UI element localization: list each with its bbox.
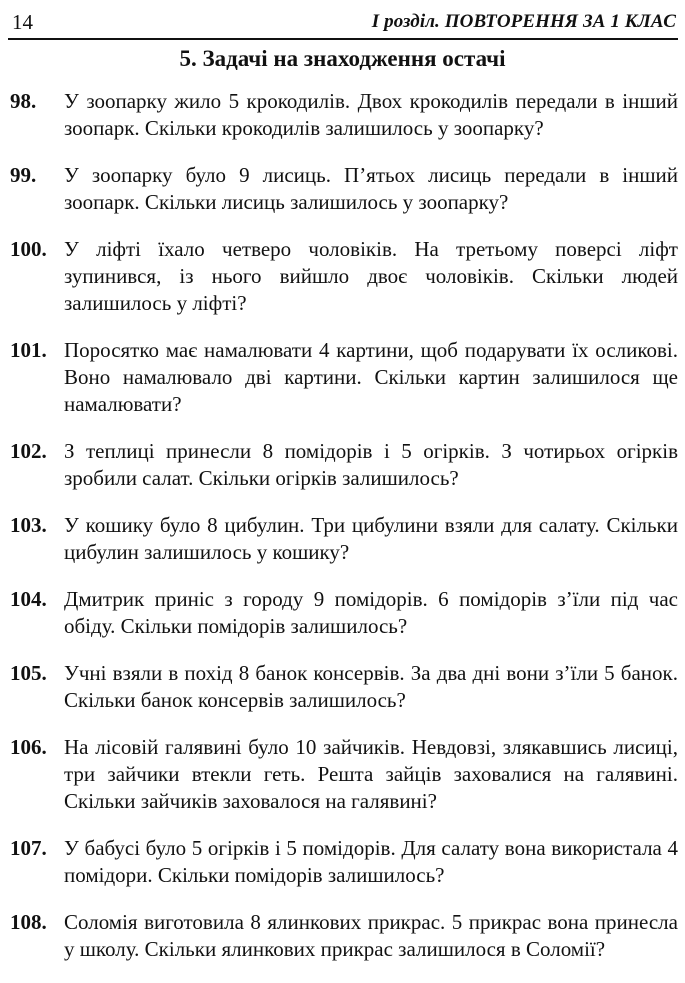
problem-item [10, 438, 678, 492]
problem-item [10, 162, 678, 216]
problem-list [10, 88, 678, 983]
problem-item [10, 586, 678, 640]
problem-text: Дмитрик приніс з городу 9 помідорів. 6 помідорів з’їли під час обіду. Скільки помідорів залишилось? [64, 587, 678, 638]
page-header [8, 6, 678, 40]
problem-item [10, 835, 678, 889]
problem-number: 103. [10, 513, 47, 537]
problem-item [10, 909, 678, 963]
problem-text: У ліфті їхало четверо чоловіків. На третьому поверсі ліфт зупинився, із нього вийшло двоє чоловіків. Скільки людей залишилось у ліфті? [64, 237, 678, 315]
problem-item [10, 236, 678, 317]
section-title: 5. Задачі на знаходження остачі [179, 46, 506, 71]
page-number: 14 [12, 10, 33, 34]
problem-number: 105. [10, 661, 47, 685]
problem-number: 108. [10, 910, 47, 934]
problem-text: Поросятко має намалювати 4 картини, щоб подарувати їх осликові. Воно намалювало дві картини. Скільки картин залишилося ще намалювати? [64, 338, 678, 416]
problem-number: 98. [10, 89, 37, 113]
problem-number: 104. [10, 587, 47, 611]
problem-number: 99. [10, 163, 37, 187]
problem-number: 107. [10, 836, 47, 860]
problem-item [10, 337, 678, 418]
problem-item [10, 734, 678, 815]
running-head: І розділ. ПОВТОРЕННЯ ЗА 1 КЛАС [371, 11, 676, 32]
problem-item [10, 660, 678, 714]
problem-number: 106. [10, 735, 47, 759]
problem-text: Учні взяли в похід 8 банок консервів. За два дні вони з’їли 5 банок. Скільки банок консервів залишилось? [64, 661, 678, 712]
problem-item [10, 88, 678, 142]
problem-text: У кошику було 8 цибулин. Три цибулини взяли для салату. Скільки цибулин залишилось у кошику? [64, 513, 678, 564]
problem-text: З теплиці принесли 8 помідорів і 5 огірків. З чотирьох огірків зробили салат. Скільки огірків залишилось? [64, 439, 678, 490]
problem-item [10, 512, 678, 566]
problem-text: На лісовій галявині було 10 зайчиків. Невдовзі, злякавшись лисиці, три зайчики втекли геть. Решта зайців заховалися на галявині. Скільки зайчиків заховалося на галявині? [64, 735, 678, 813]
problem-text: У бабусі було 5 огірків і 5 помідорів. Для салату вона використала 4 помідори. Скільки помідорів залишилось? [64, 836, 678, 887]
problem-number: 102. [10, 439, 47, 463]
problem-number: 100. [10, 237, 47, 261]
problem-text: У зоопарку було 9 лисиць. П’ятьох лисиць передали в інший зоопарк. Скільки лисиць залишилось у зоопарку? [64, 163, 678, 214]
problem-text: Соломія виготовила 8 ялинкових прикрас. 5 прикрас вона принесла у школу. Скільки ялинкових прикрас залишилося в Соломії? [64, 910, 678, 961]
problem-text: У зоопарку жило 5 крокодилів. Двох крокодилів передали в інший зоопарк. Скільки крокодилів залишилось у зоопарку? [64, 89, 678, 140]
problem-number: 101. [10, 338, 47, 362]
